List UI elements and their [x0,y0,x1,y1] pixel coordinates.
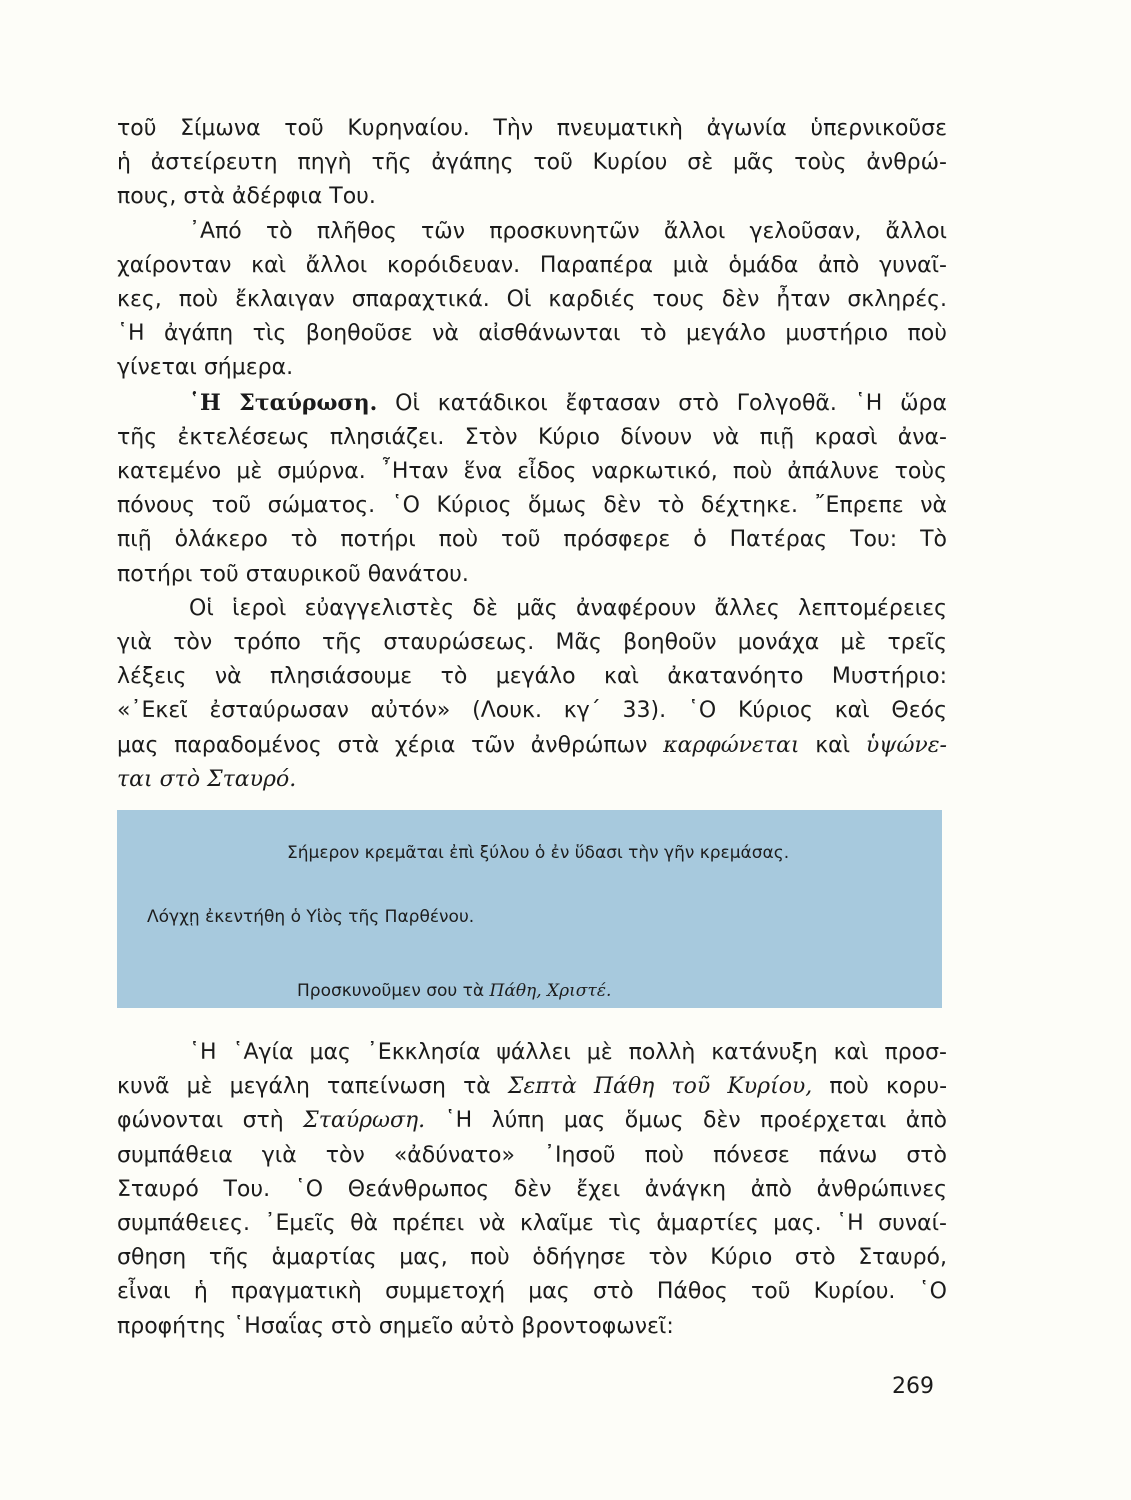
text-line: ᾽Από τὸ πλῆθος τῶν προσκυνητῶν ἄλλοι γελοῦσαν, ἄλλοι [189,218,947,244]
italic-phrase: Σεπτὰ Πάθη τοῦ Κυρίου, [507,1074,813,1100]
hymn-box [117,810,942,1008]
text-line: συμπάθεια γιὰ τὸν «ἀδύνατο» ᾽Ιησοῦ ποὺ πόνεσε πάνω στὸ [117,1142,947,1168]
heading-continuation: Οἱ κατάδικοι ἔφτασαν στὸ Γολγοθᾶ. ῾Η ὥρα [395,390,948,416]
text-line: προφήτης ῾Ησαΐας στὸ σημεῖο αὐτὸ βροντοφωνεῖ: [117,1313,674,1339]
text-segment: ῾Η λύπη μας ὅμως δὲν προέρχεται ἀπὸ [425,1108,947,1134]
text-line [117,386,947,421]
text-line: κες, ποὺ ἔκλαιγαν σπαραχτικά. Οἱ καρδιές τους δὲν ἦταν σκληρές. [117,287,947,313]
text-line: σθηση τῆς ἁμαρτίας μας, ποὺ ὁδήγησε τὸν Κύριο στὸ Σταυρό, [117,1245,947,1271]
hymn-line: Σήμερον κρεμᾶται ἐπὶ ξύλου ὁ ἐν ὕδασι τὴν γῆν κρεμάσας. [287,843,790,863]
text-line: λέξεις νὰ πλησιάσουμε τὸ μεγάλο καὶ ἀκατανόητο Μυστήριο: [117,664,947,690]
text-line: ῾Η ῾Αγία μας ᾽Εκκλησία ψάλλει μὲ πολλὴ κατάνυξη καὶ προσ- [189,1040,947,1065]
body-text-bottom [117,1036,947,1344]
text-line [117,1104,947,1138]
text-segment: μας παραδομένος στὰ χέρια τῶν ἀνθρώπων [117,732,664,758]
text-line: εἶναι ἡ πραγματικὴ συμμετοχή μας στὸ Πάθος τοῦ Κυρίου. ῾Ο [117,1279,947,1305]
text-segment: καὶ [799,732,866,758]
text-line: χαίρονταν καὶ ἄλλοι κορόιδευαν. Παραπέρα μιὰ ὁμάδα ἀπὸ γυναῖ- [117,252,947,278]
section-heading: ῾Η Σταύρωση. [189,389,378,416]
hymn-line [297,981,611,1001]
text-line: τῆς ἐκτελέσεως πλησιάζει. Στὸν Κύριο δίνουν νὰ πιῇ κρασὶ ἀνα- [117,424,947,450]
italic-word: Πάθη, Χριστέ. [489,981,612,1001]
text-segment: φώνονται στὴ [117,1108,304,1134]
text-line: Οἱ ἱεροὶ εὐαγγελιστὲς δὲ μᾶς ἀναφέρουν ἄλλες λεπτομέρειες [189,595,947,621]
text-line: ποτήρι τοῦ σταυρικοῦ θανάτου. [117,561,469,587]
text-segment: Προσκυνοῦμεν σου τὰ [297,981,490,1001]
text-segment: ποὺ κορυ- [812,1074,948,1100]
text-line [117,729,947,763]
text-line [117,1070,947,1104]
text-line: γίνεται σήμερα. [117,355,294,381]
text-line: Σταυρό Του. ῾Ο Θεάνθρωπος δὲν ἔχει ἀνάγκη ἀπὸ ἀνθρώπινες [117,1176,947,1202]
hymn-line: Λόγχῃ ἐκεντήθη ὁ Υἱὸς τῆς Παρθένου. [147,907,475,927]
text-line: πους, στὰ ἀδέρφια Του. [117,184,376,210]
text-line: ἡ ἀστείρευτη πηγὴ τῆς ἀγάπης τοῦ Κυρίου σὲ μᾶς τοὺς ἀνθρώ- [117,150,947,176]
italic-word: καρφώνεται [663,732,800,758]
text-line: ῾Η ἀγάπη τὶς βοηθοῦσε νὰ αἰσθάνωνται τὸ μεγάλο μυστήριο ποὺ [117,321,947,347]
body-text-top [117,112,947,797]
text-line: συμπάθειες. ᾽Εμεῖς θὰ πρέπει νὰ κλαῖμε τὶς ἁμαρτίες μας. ῾Η συναί- [117,1211,947,1237]
text-line: γιὰ τὸν τρόπο τῆς σταυρώσεως. Μᾶς βοηθοῦν μονάχα μὲ τρεῖς [117,630,947,656]
text-line: πιῇ ὁλάκερο τὸ ποτήρι ποὺ τοῦ πρόσφερε ὁ Πατέρας Του: Τὸ [117,527,947,553]
italic-word: ὑψώνε- [865,732,947,758]
text-line: κατεμένο μὲ σμύρνα. ῏Ηταν ἕνα εἶδος ναρκωτικό, ποὺ ἀπάλυνε τοὺς [117,459,947,485]
text-line-italic: ται στὸ Σταυρό. [117,766,297,792]
page-number: 269 [892,1374,934,1399]
text-line: «᾽Εκεῖ ἐσταύρωσαν αὐτόν» (Λουκ. κγ΄ 33). ῾Ο Κύριος καὶ Θεός [117,698,947,724]
text-line: τοῦ Σίμωνα τοῦ Κυρηναίου. Τὴν πνευματικὴ ἀγωνία ὑπερνικοῦσε [117,116,947,141]
italic-phrase: Σταύρωση. [303,1108,426,1134]
text-line: πόνους τοῦ σώματος. ῾Ο Κύριος ὅμως δὲν τὸ δέχτηκε. ῎Επρεπε νὰ [117,493,947,519]
text-segment: κυνᾶ μὲ μεγάλη ταπείνωση τὰ [117,1074,508,1100]
